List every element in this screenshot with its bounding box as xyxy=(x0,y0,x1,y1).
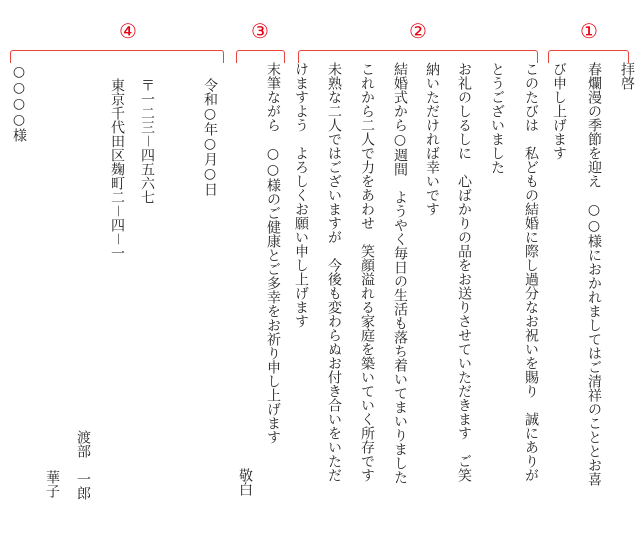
postal-code: 〒一二三－四五六七 xyxy=(139,78,155,204)
body-line: このたびは 私どもの結婚に際し過分なお祝いを賜り 誠にありが xyxy=(523,62,539,482)
marker-1: ① xyxy=(580,19,598,43)
marker-4: ④ xyxy=(119,19,137,43)
body-line: これから二人で力をあわせ 笑顔溢れる家庭を築いていく所存です xyxy=(359,62,375,482)
closing-line: 末筆ながら ○○様のご健康とご多幸をお祈り申し上げます xyxy=(265,62,281,444)
greeting-line: 春爛漫の季節を迎え ○○様におかれましてはご清祥のこととお喜 xyxy=(586,62,602,486)
recipient: ○○○○様 xyxy=(11,64,27,142)
opening-word: 拝啓 xyxy=(619,62,635,90)
sender-name-2: 華子 xyxy=(44,470,60,498)
body-line: 納いただければ幸いです xyxy=(424,62,440,216)
date: 令和○年○月○日 xyxy=(202,78,218,196)
address: 東京千代田区麹町二－四－一 xyxy=(109,78,125,260)
bracket-4 xyxy=(10,50,224,63)
closing-word: 敬白 xyxy=(237,468,253,496)
greeting-line: び申し上げます xyxy=(551,62,567,160)
body-line: けますよう よろしくお願い申し上げます xyxy=(293,62,309,328)
body-line: お礼のしるしに 心ばかりの品をお送りさせていただきます ご笑 xyxy=(456,62,472,482)
body-line: とうございました xyxy=(489,62,505,174)
sender-name: 渡部 一郎 xyxy=(75,430,91,500)
marker-2: ② xyxy=(409,19,427,43)
body-line: 未熟な二人ではございますが 今後も変わらぬお付き合いをいただ xyxy=(326,62,342,482)
body-line: 結婚式から○週間 ようやく毎日の生活も落ち着いてまいりました xyxy=(392,62,408,484)
marker-3: ③ xyxy=(251,19,269,43)
